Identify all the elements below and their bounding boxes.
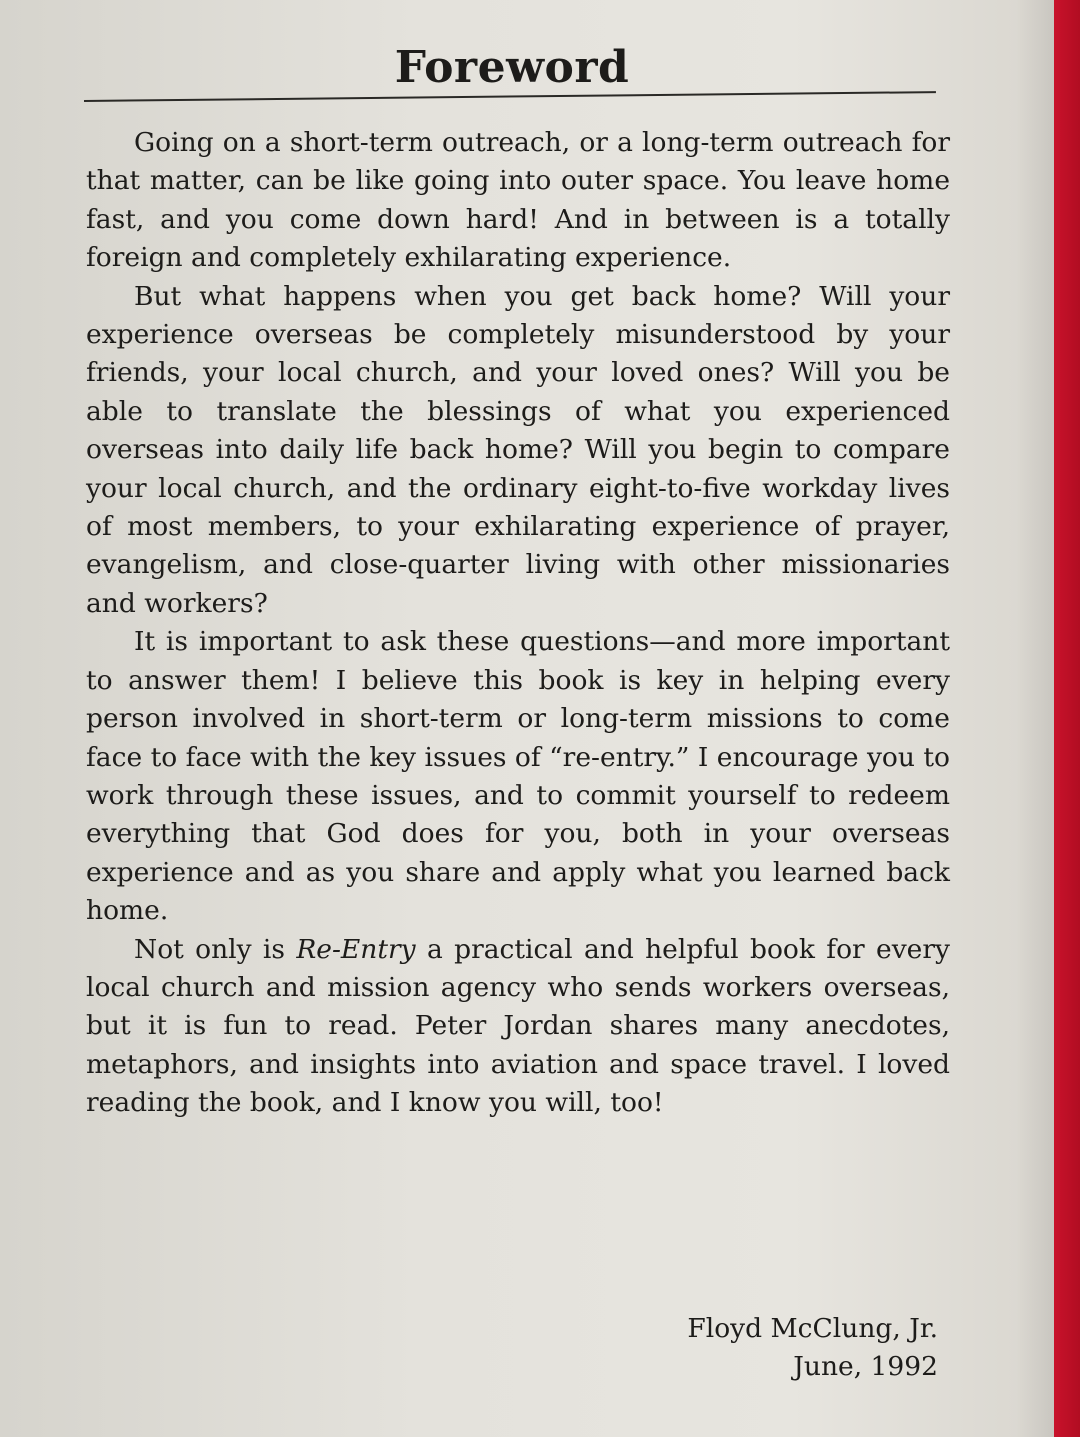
paragraph-2: But what happens when you get back home? Will your experience overseas be completely misunderstood by your friends, your local church, and your loved ones? Will you be able to translate the blessings of what you experienced overseas into daily life back home? Will you begin to compare your local church, and the ordinary eight-to-five workday lives of most members, to your exhilarating experience of prayer, evangelism, and close-quarter living with other missionaries and workers? [86, 280, 950, 619]
signature-block [687, 1310, 938, 1386]
page-title: Foreword [394, 42, 630, 93]
book-title-italic: Re-Entry [296, 933, 416, 965]
paragraph-1: Going on a short-term outreach, or a long-term outreach for that matter, can be like going into outer space. You leave home fast, and you come down hard! And in between is a totally foreign and completely exhilarating experience. [86, 127, 950, 274]
paragraph-4 [86, 931, 950, 1123]
page-edge-shadow [1016, 0, 1056, 1437]
red-background-edge [1054, 0, 1080, 1437]
signature-date: June, 1992 [793, 1351, 938, 1382]
paragraph-4-lead: Not only is [134, 933, 297, 965]
author-name: Floyd McClung, Jr. [687, 1313, 938, 1344]
paragraph-4-rest: a practical and helpful book for every local church and mission agency who sends workers overseas, but it is fun to read. Peter Jordan shares many anecdotes, metaphors, and insights into aviation and space travel. I loved reading the book, and I know you will, too! [86, 933, 950, 1119]
foreword-body [86, 124, 950, 1123]
paragraph-3: It is important to ask these questions—and more important to answer them! I believe this book is key in helping every person involved in short-term or long-term missions to come face to face with the key issues of “re-entry.” I encourage you to work through these issues, and to commit yourself to redeem everything that God does for you, both in your overseas experience and as you share and apply what you learned back home. [86, 626, 950, 927]
